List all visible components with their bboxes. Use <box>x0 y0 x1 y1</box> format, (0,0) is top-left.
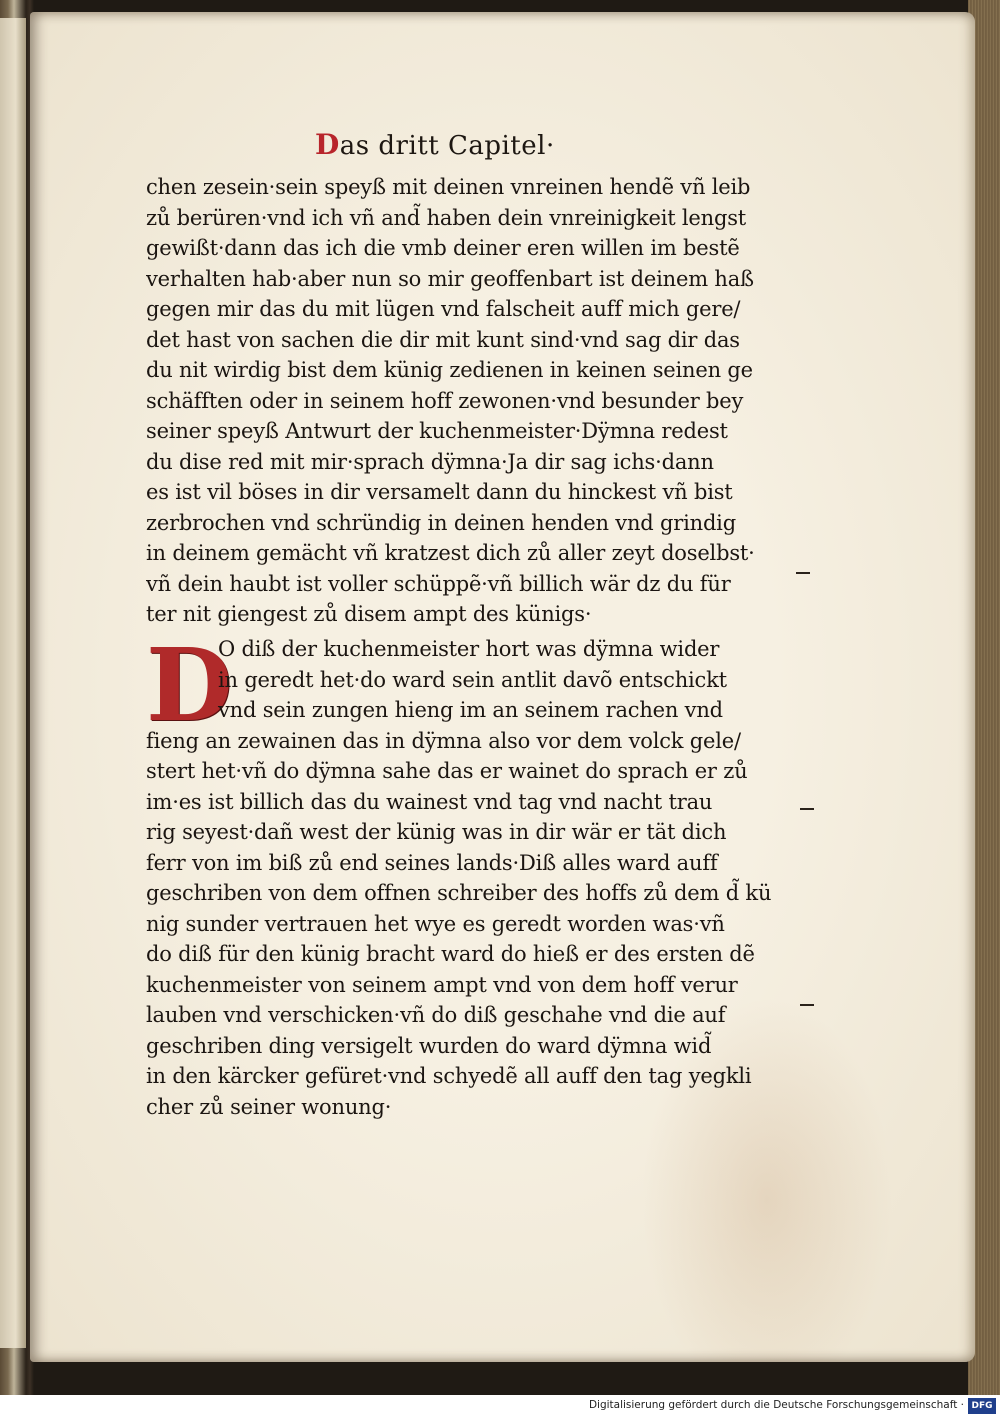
text-line: zů berüren·vnd ich vñ and̃ haben dein vnreinigkeit lengst <box>146 205 747 230</box>
margin-mark <box>800 1004 814 1006</box>
text-line: O diß der kuchenmeister hort was dÿmna wider <box>218 637 720 661</box>
text-line: verhalten hab·aber nun so mir geoffenbart ist deinem haß <box>146 266 754 291</box>
text-line: du dise red mit mir·sprach dÿmna·Ja dir sag ichs·dann <box>146 449 714 474</box>
text-line: geschriben von dem offnen schreiber des hoffs zů dem d̃ kü <box>146 881 772 905</box>
text-line: in den kärcker gefüret·vnd schyedẽ all auff den tag yegkli <box>146 1064 752 1088</box>
text-line: nig sunder vertrauen het wye es geredt worden was·vñ <box>146 911 725 936</box>
text-line: es ist vil böses in dir versamelt dann du hinckest vñ bist <box>146 480 733 504</box>
text-line: do diß für den künig bracht ward do hieß er des ersten dẽ <box>146 942 755 966</box>
text-line: ter nit giengest zů disem ampt des künigs· <box>146 602 592 626</box>
text-line: kuchenmeister von seinem ampt vnd von dem hoff verur <box>146 972 738 997</box>
text-line: fieng an zewainen das in dÿmna also vor dem volck gele/ <box>146 728 741 753</box>
text-line: chen zesein·sein speyß mit deinen vnreinen hendẽ vñ leib <box>146 175 751 199</box>
text-line: geschriben ding versigelt wurden do ward dÿmna wid̃ <box>146 1033 712 1058</box>
text-line: gewißt·dann das ich die vmb deiner eren willen im bestẽ <box>146 236 740 260</box>
text-line: rig seyest·dañ west der künig was in dir wär er tät dich <box>146 820 727 844</box>
text-line: vñ dein haubt ist voller schüppẽ·vñ billich wär dz du für <box>146 571 731 596</box>
text-line: vnd sein zungen hieng im an seinem rachen vnd <box>218 698 723 722</box>
footer-bar <box>0 1395 1000 1419</box>
paragraph-1 <box>146 172 792 630</box>
text-line: du nit wirdig bist dem künig zedienen in keinen seinen ge <box>146 358 753 382</box>
dfg-logo: DFG <box>968 1398 996 1414</box>
text-line: lauben vnd verschicken·vñ do diß geschahe vnd die auf <box>146 1003 726 1027</box>
text-line: ferr von im biß zů end seines lands·Diß alles ward auff <box>146 850 718 875</box>
margin-mark <box>800 808 814 810</box>
text-line: stert het·vñ do dÿmna sahe das er wainet do sprach er zů <box>146 759 748 783</box>
funding-credit: Digitalisierung gefördert durch die Deutsche Forschungsgemeinschaft · <box>588 1399 964 1411</box>
text-line: det hast von sachen die dir mit kunt sind·vnd sag dir das <box>146 327 740 352</box>
heading-text: as dritt Capitel· <box>339 131 555 161</box>
text-line: seiner speyß Antwurt der kuchenmeister·Dÿmna redest <box>146 419 728 443</box>
chapter-heading <box>315 128 555 168</box>
text-line: gegen mir das du mit lügen vnd falscheit auff mich gere/ <box>146 297 741 321</box>
red-dropcap-initial: D <box>146 626 233 744</box>
text-line: zerbrochen vnd schründig in deinen henden vnd grindig <box>146 510 736 535</box>
text-line: in geredt het·do ward sein antlit davõ entschickt <box>218 667 727 692</box>
margin-mark <box>796 572 810 574</box>
left-page-edge <box>0 18 26 1348</box>
paragraph-2 <box>146 626 792 1122</box>
text-line: im·es ist billich das du wainest vnd tag vnd nacht trau <box>146 789 713 814</box>
text-line: cher zů seiner wonung· <box>146 1094 392 1119</box>
heading-red-initial: D <box>315 128 340 161</box>
text-line: schäfften oder in seinem hoff zewonen·vnd besunder bey <box>146 388 744 413</box>
text-line: in deinem gemächt vñ kratzest dich zů aller zeyt doselbst· <box>146 541 755 565</box>
